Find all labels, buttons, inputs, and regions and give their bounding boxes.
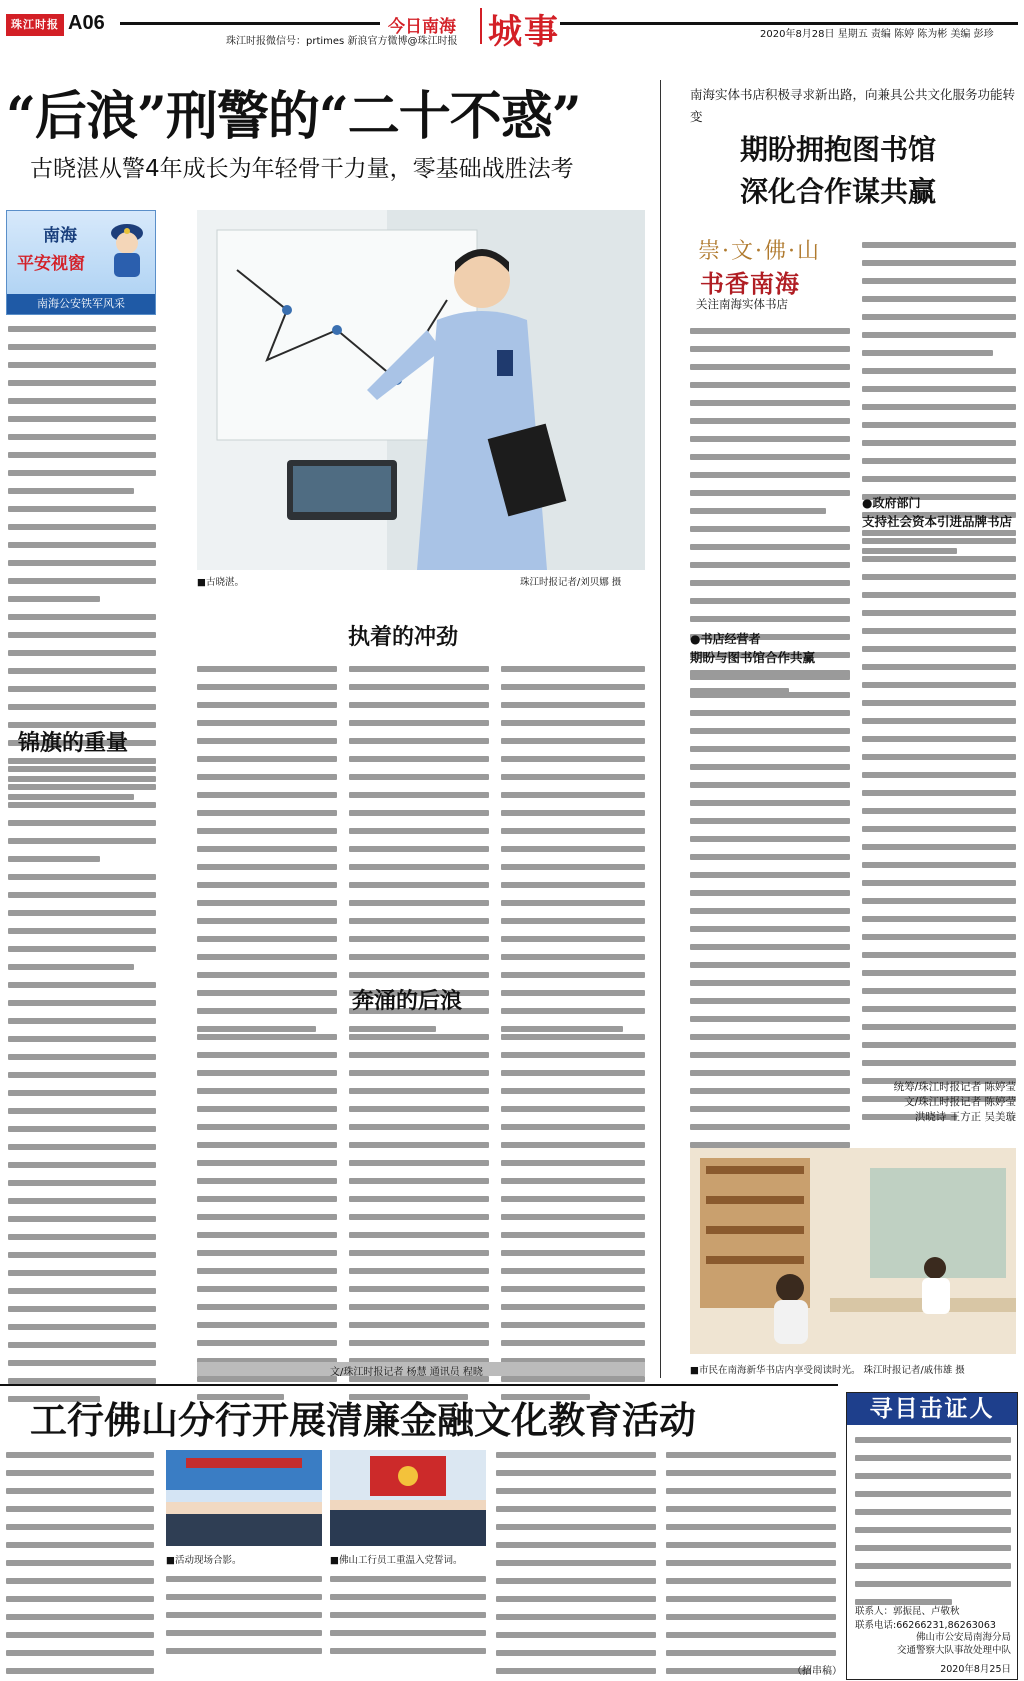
banner-rule-left	[120, 22, 380, 25]
banner-date: 2020年8月28日 星期五 责编 陈婷 陈为彬 美编 彭珍	[760, 29, 994, 40]
badge-line3: 南海公安铁军风采	[7, 294, 155, 314]
lead-column-3c	[501, 1028, 645, 1406]
lead-column-2c	[501, 660, 645, 1038]
lead-section-3-heading: 奔涌的后浪	[352, 988, 463, 1014]
page-number: A06	[68, 12, 105, 34]
bank-column-4	[496, 1446, 656, 1681]
badge-line2: 平安视窗	[17, 254, 85, 274]
police-photo-credit: 珠江时报记者/刘贝娜 摄	[520, 577, 622, 588]
lead-column-2a	[197, 660, 337, 1038]
bookstore-section-a-label: ●书店经营者	[690, 632, 761, 646]
witness-body	[855, 1431, 1011, 1611]
bookstore-column-2b	[862, 532, 1016, 1126]
bank-column-1	[6, 1446, 154, 1681]
witness-contact: 联系人：郭振昆、卢敬秋	[855, 1606, 960, 1617]
section-label-big: 城事	[488, 12, 560, 52]
bank-photo-1-caption: ■活动现场合影。	[166, 1555, 242, 1566]
bookstore-kicker: 南海实体书店积极寻求新出路，向兼具公共文化服务功能转变	[690, 87, 1016, 124]
police-photo-caption: ■古晓湛。	[197, 577, 244, 588]
lead-byline: 文/珠江时报记者 杨慧 通讯员 程晓	[330, 1367, 483, 1378]
witness-notice-box	[846, 1392, 1018, 1680]
bank-column-2	[166, 1570, 322, 1660]
bookstore-section-b-title: 支持社会资本引进品牌书店	[862, 514, 1013, 529]
lead-column-2b	[349, 660, 489, 1038]
witness-org: 佛山市公安局南海分局 交通警察大队事故处理中队	[896, 1632, 1011, 1656]
bank-column-5	[666, 1446, 836, 1680]
bookstore-section-b-label: ●政府部门	[862, 496, 921, 510]
bank-photo-2	[330, 1450, 486, 1546]
oath-photo-illustration	[330, 1450, 486, 1546]
bank-photo-1	[166, 1450, 322, 1546]
bookstore-title-line2: 深化合作谋共赢	[740, 175, 937, 208]
banner-subline: 珠江时报微信号：prtimes 新浪官方微博@珠江时报	[226, 36, 458, 47]
lead-column-3b	[349, 1028, 489, 1406]
police-mascot-icon	[105, 219, 149, 281]
bank-footer-tag: （招串稿）	[792, 1666, 842, 1677]
bookstore-photo	[690, 1148, 1016, 1354]
bookstore-title-line1: 期盼拥抱图书馆	[740, 133, 937, 166]
bookstore-photo-caption: ■市民在南海新华书店内享受阅读时光。 珠江时报记者/戚伟雄 摄	[690, 1365, 965, 1376]
lead-section-1-heading: 锦旗的重量	[18, 730, 129, 756]
bookstore-logo-line2: 书香南海	[700, 269, 800, 298]
lead-subheadline: 古晓湛从警4年成长为年轻骨干力量，零基础战胜法考	[30, 156, 574, 182]
bookstore-byline: 统筹/珠江时报记者 陈婷莹 文/珠江时报记者 陈婷莹 洪晓诗 王方正 吴美璇	[893, 1081, 1016, 1123]
bank-column-3	[330, 1570, 486, 1660]
badge-line1: 南海	[43, 226, 77, 246]
police-officer-illustration	[197, 210, 645, 570]
lead-column-1b	[8, 760, 156, 1408]
column-divider	[660, 80, 661, 1378]
lead-section-2-heading: 执着的冲劲	[348, 624, 459, 650]
group-photo-illustration	[166, 1450, 322, 1546]
witness-date: 2020年8月25日	[940, 1664, 1011, 1675]
bookstore-interior-illustration	[690, 1148, 1016, 1354]
lead-headline: “后浪”刑警的“二十不惑”	[6, 86, 581, 147]
bookstore-logo-line3: 关注南海实体书店	[696, 297, 788, 311]
bank-headline: 工行佛山分行开展清廉金融文化教育活动	[30, 1398, 696, 1442]
bookstore-logo-line1: 崇·文·佛·山	[698, 239, 821, 264]
lead-column-3a	[197, 1028, 337, 1406]
bookstore-column-logo	[690, 232, 850, 316]
page-banner	[0, 0, 1024, 50]
police-column-badge	[6, 210, 156, 315]
police-photo	[197, 210, 645, 570]
bottom-section-rule	[0, 1384, 838, 1386]
witness-title: 寻目击证人	[847, 1393, 1017, 1425]
section-divider	[480, 8, 482, 44]
witness-phone: 联系电话:66266231,86263063	[855, 1620, 996, 1631]
section-label-small: 今日南海	[388, 17, 456, 37]
bank-photo-2-caption: ■佛山工行员工重温入党誓词。	[330, 1555, 463, 1566]
masthead-logo: 珠江时报	[6, 14, 64, 36]
bookstore-section-a-title: 期盼与图书馆合作共赢	[690, 650, 816, 665]
